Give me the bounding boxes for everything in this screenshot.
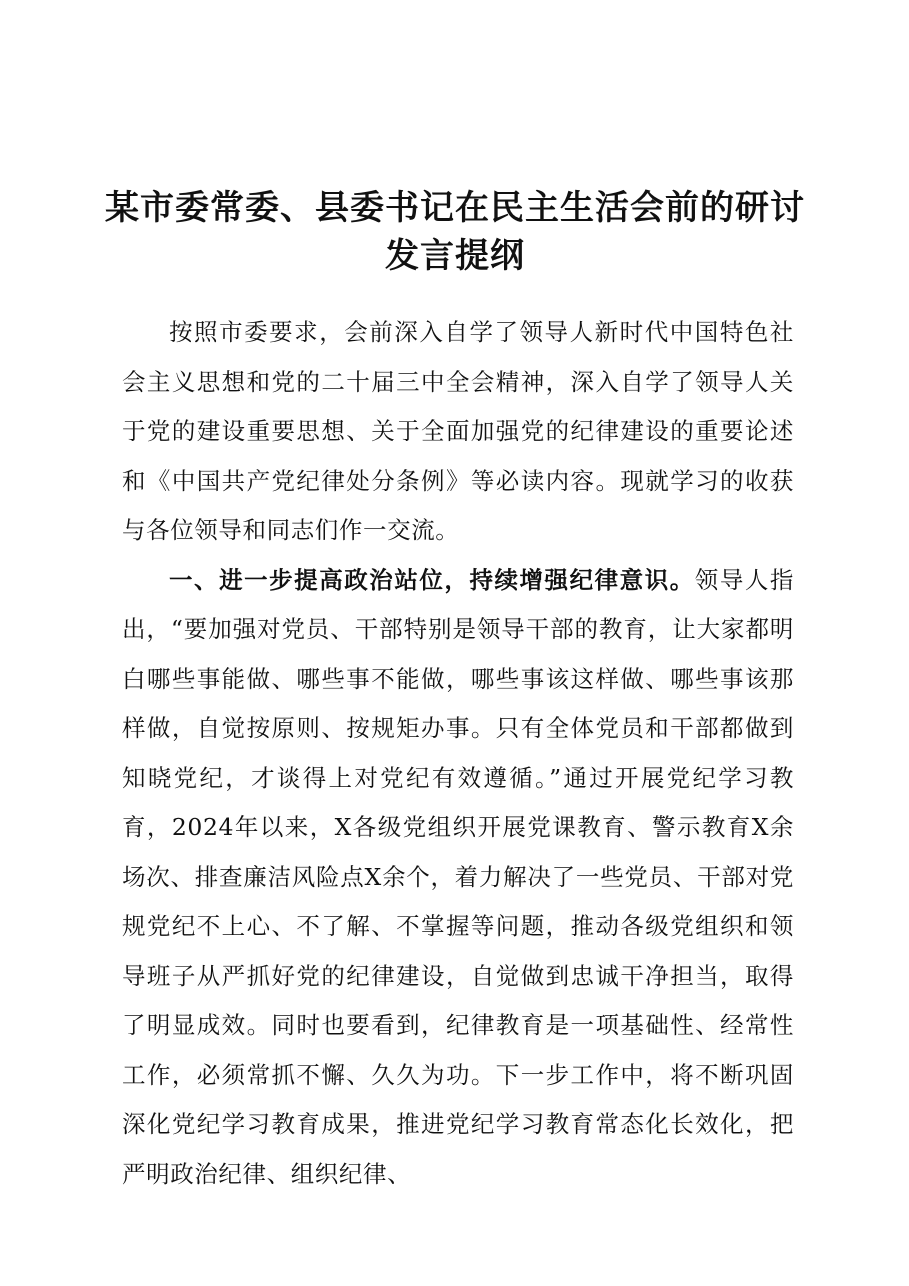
title-line-2: 发言提纲 xyxy=(385,236,525,276)
section-1-paragraph xyxy=(122,556,794,1200)
intro-paragraph: 按照市委要求，会前深入自学了领导人新时代中国特色社会主义思想和党的二十届三中全会精神，深入自学了领导人关于党的建设重要思想、关于全面加强党的纪律建设的重要论述和《中国共产党纪律处分条例》等必读内容。现就学习的收获与各位领导和同志们作一交流。 xyxy=(122,318,794,544)
title-line-1: 某市委常委、县委书记在民主生活会前的研讨 xyxy=(105,188,805,228)
section-1-body: 领导人指出，“要加强对党员、干部特别是领导干部的教育，让大家都明白哪些事能做、哪些事不能做，哪些事该这样做、哪些事该那样做，自觉按原则、按规矩办事。只有全体党员和干部都做到知晓党纪，才谈得上对党纪有效遵循。”通过开展党纪学习教育，2024年以来，X各级党组织开展党课教育、警示教育X余场次、排查廉洁风险点X余个，着力解决了一些党员、干部对党规党纪不上心、不了解、不掌握等问题，推动各级党组织和领导班子从严抓好党的纪律建设，自觉做到忠诚干净担当，取得了明显成效。同时也要看到，纪律教育是一项基础性、经常性工作，必须常抓不懈、久久为功。下一步工作中，将不断巩固深化党纪学习教育成果，推进党纪学习教育常态化长效化，把严明政治纪律、组织纪律、 xyxy=(122,565,794,1188)
document-title xyxy=(60,184,850,280)
section-1-heading: 一、进一步提高政治站位，持续增强纪律意识。 xyxy=(169,565,695,594)
document-body xyxy=(122,308,794,1199)
